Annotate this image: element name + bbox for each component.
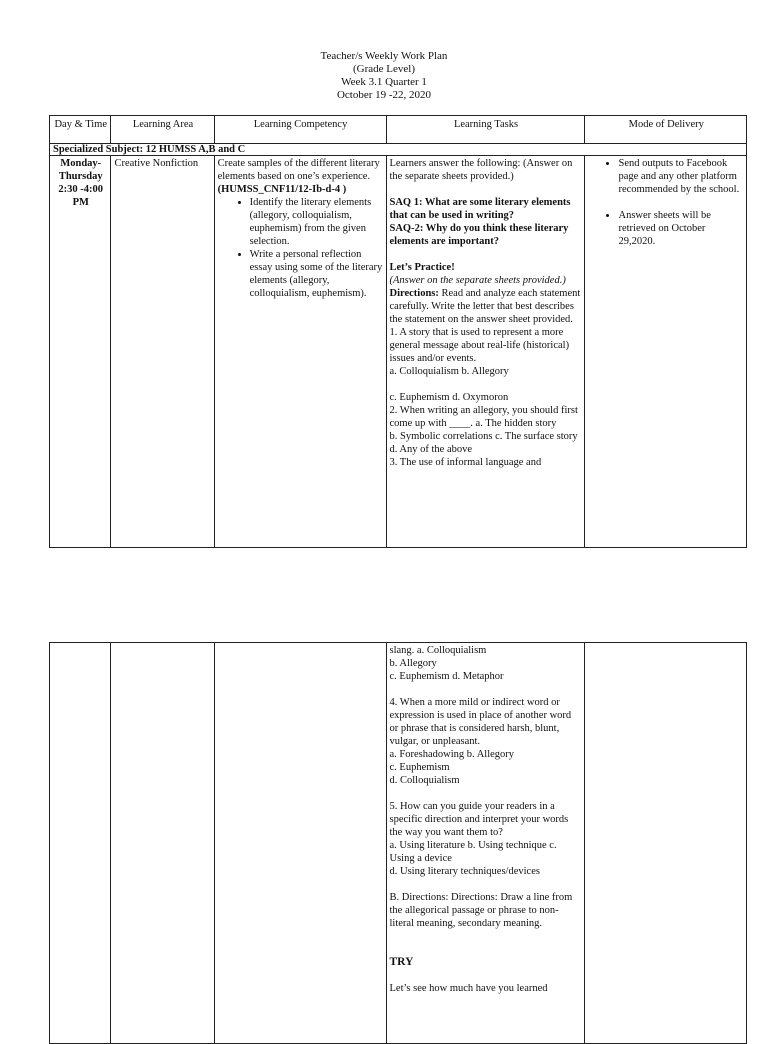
- date-range: October 19 -22, 2020: [336, 89, 432, 101]
- saq-1: SAQ 1: What are some literary elements that can be used in writing?: [389, 197, 571, 221]
- table-row: [50, 643, 747, 1044]
- mode-of-delivery-cell-empty: [585, 643, 747, 1044]
- question-3-continued: slang. a. Colloquialism: [389, 645, 487, 656]
- column-header-learning-competency: Learning Competency: [214, 116, 386, 144]
- saq-2: SAQ-2: Why do you think these literary elements are important?: [389, 223, 569, 247]
- practice-heading: Let’s Practice!: [389, 262, 455, 273]
- question-5-option-a: a. Using literature b. Using technique c. Using a device: [389, 840, 557, 864]
- tasks-intro: Learners answer the following: (Answer on the separate sheets provided.): [389, 158, 573, 182]
- try-intro: Let’s see how much have you learned: [389, 983, 548, 994]
- competency-code: (HUMSS_CNF11/12-Ib-d-4 ): [217, 184, 347, 195]
- column-header-learning-area: Learning Area: [111, 116, 214, 144]
- learning-competency-cell: [214, 156, 386, 548]
- list-item: • Write a personal reflection essay using some of the literary elements (allegory, colloquialism, euphemism).: [250, 248, 384, 300]
- question-4-option-c: c. Euphemism: [389, 762, 450, 773]
- competency-intro: Create samples of the different literary elements based on one’s experience.: [217, 158, 380, 182]
- question-4: 4. When a more mild or indirect word or expression is used in place of another word or phrase that is considered harsh, blunt, vulgar, or unpleasant.: [389, 697, 572, 747]
- specialized-subject-row: [50, 144, 747, 156]
- column-header-learning-tasks: Learning Tasks: [386, 116, 585, 144]
- day-time-cell: Monday-Thursday 2:30 -4:00 PM: [50, 156, 111, 548]
- question-2: 2. When writing an allegory, you should first come up with ____. a. The hidden story: [389, 405, 578, 429]
- list-item: • Identify the literary elements (allegory, colloquialism, euphemism) from the given selection.: [250, 196, 384, 248]
- question-4-option-a: a. Foreshadowing b. Allegory: [389, 749, 515, 760]
- try-heading: TRY: [389, 956, 414, 968]
- column-header-row: [50, 116, 747, 144]
- learning-area-cell-empty: [111, 643, 214, 1044]
- question-2-options-d: d. Any of the above: [389, 444, 473, 455]
- table-row: [50, 156, 747, 548]
- practice-note: (Answer on the separate sheets provided.): [389, 275, 566, 286]
- delivery-list: [588, 157, 744, 248]
- column-header-day-time: Day & Time: [50, 116, 111, 144]
- question-3-option-c: c. Euphemism d. Metaphor: [389, 671, 504, 682]
- document-header: [0, 50, 768, 102]
- learning-competency-cell-empty: [214, 643, 386, 1044]
- mode-of-delivery-cell: [585, 156, 747, 548]
- question-2-options-b: b. Symbolic correlations c. The surface story: [389, 431, 578, 442]
- column-header-mode-of-delivery: Mode of Delivery: [585, 116, 747, 144]
- directions: Directions: Read and analyze each statement carefully. Write the letter that best describes the statement on the answer sheet provided.: [389, 288, 581, 325]
- question-1: 1. A story that is used to represent a more general message about real-life (historical) issues and/or events.: [389, 327, 570, 364]
- question-4-option-d: d. Colloquialism: [389, 775, 460, 786]
- plan-title: Teacher/s Weekly Work Plan: [320, 50, 448, 62]
- question-1-options-c: c. Euphemism d. Oxymoron: [389, 392, 509, 403]
- learning-tasks-cell: [386, 643, 585, 1044]
- learning-tasks-cell: [386, 156, 585, 548]
- part-b-directions: B. Directions: Directions: Draw a line from the allegorical passage or phrase to non-literal meaning, secondary meaning.: [389, 892, 573, 929]
- work-plan-table: [49, 115, 747, 548]
- grade-level: (Grade Level): [353, 63, 415, 75]
- day-time-cell-empty: [50, 643, 111, 1044]
- list-item: • Send outputs to Facebook page and any other platform recommended by the school.: [618, 157, 744, 196]
- specialized-subject: Specialized Subject: 12 HUMSS A,B and C: [50, 144, 747, 156]
- competency-list: [218, 196, 384, 300]
- question-5: 5. How can you guide your readers in a specific direction and interpret your words the way you want them to?: [389, 801, 569, 838]
- question-5-option-d: d. Using literary techniques/devices: [389, 866, 540, 877]
- question-3: 3. The use of informal language and: [389, 457, 542, 468]
- work-plan-table-continued: [49, 642, 747, 1044]
- learning-area-cell: Creative Nonfiction: [111, 156, 214, 548]
- list-item: • Answer sheets will be retrieved on October 29,2020.: [618, 209, 744, 248]
- question-1-options-a: a. Colloquialism b. Allegory: [389, 366, 509, 377]
- question-3-option-b: b. Allegory: [389, 658, 437, 669]
- week-quarter: Week 3.1 Quarter 1: [341, 76, 427, 88]
